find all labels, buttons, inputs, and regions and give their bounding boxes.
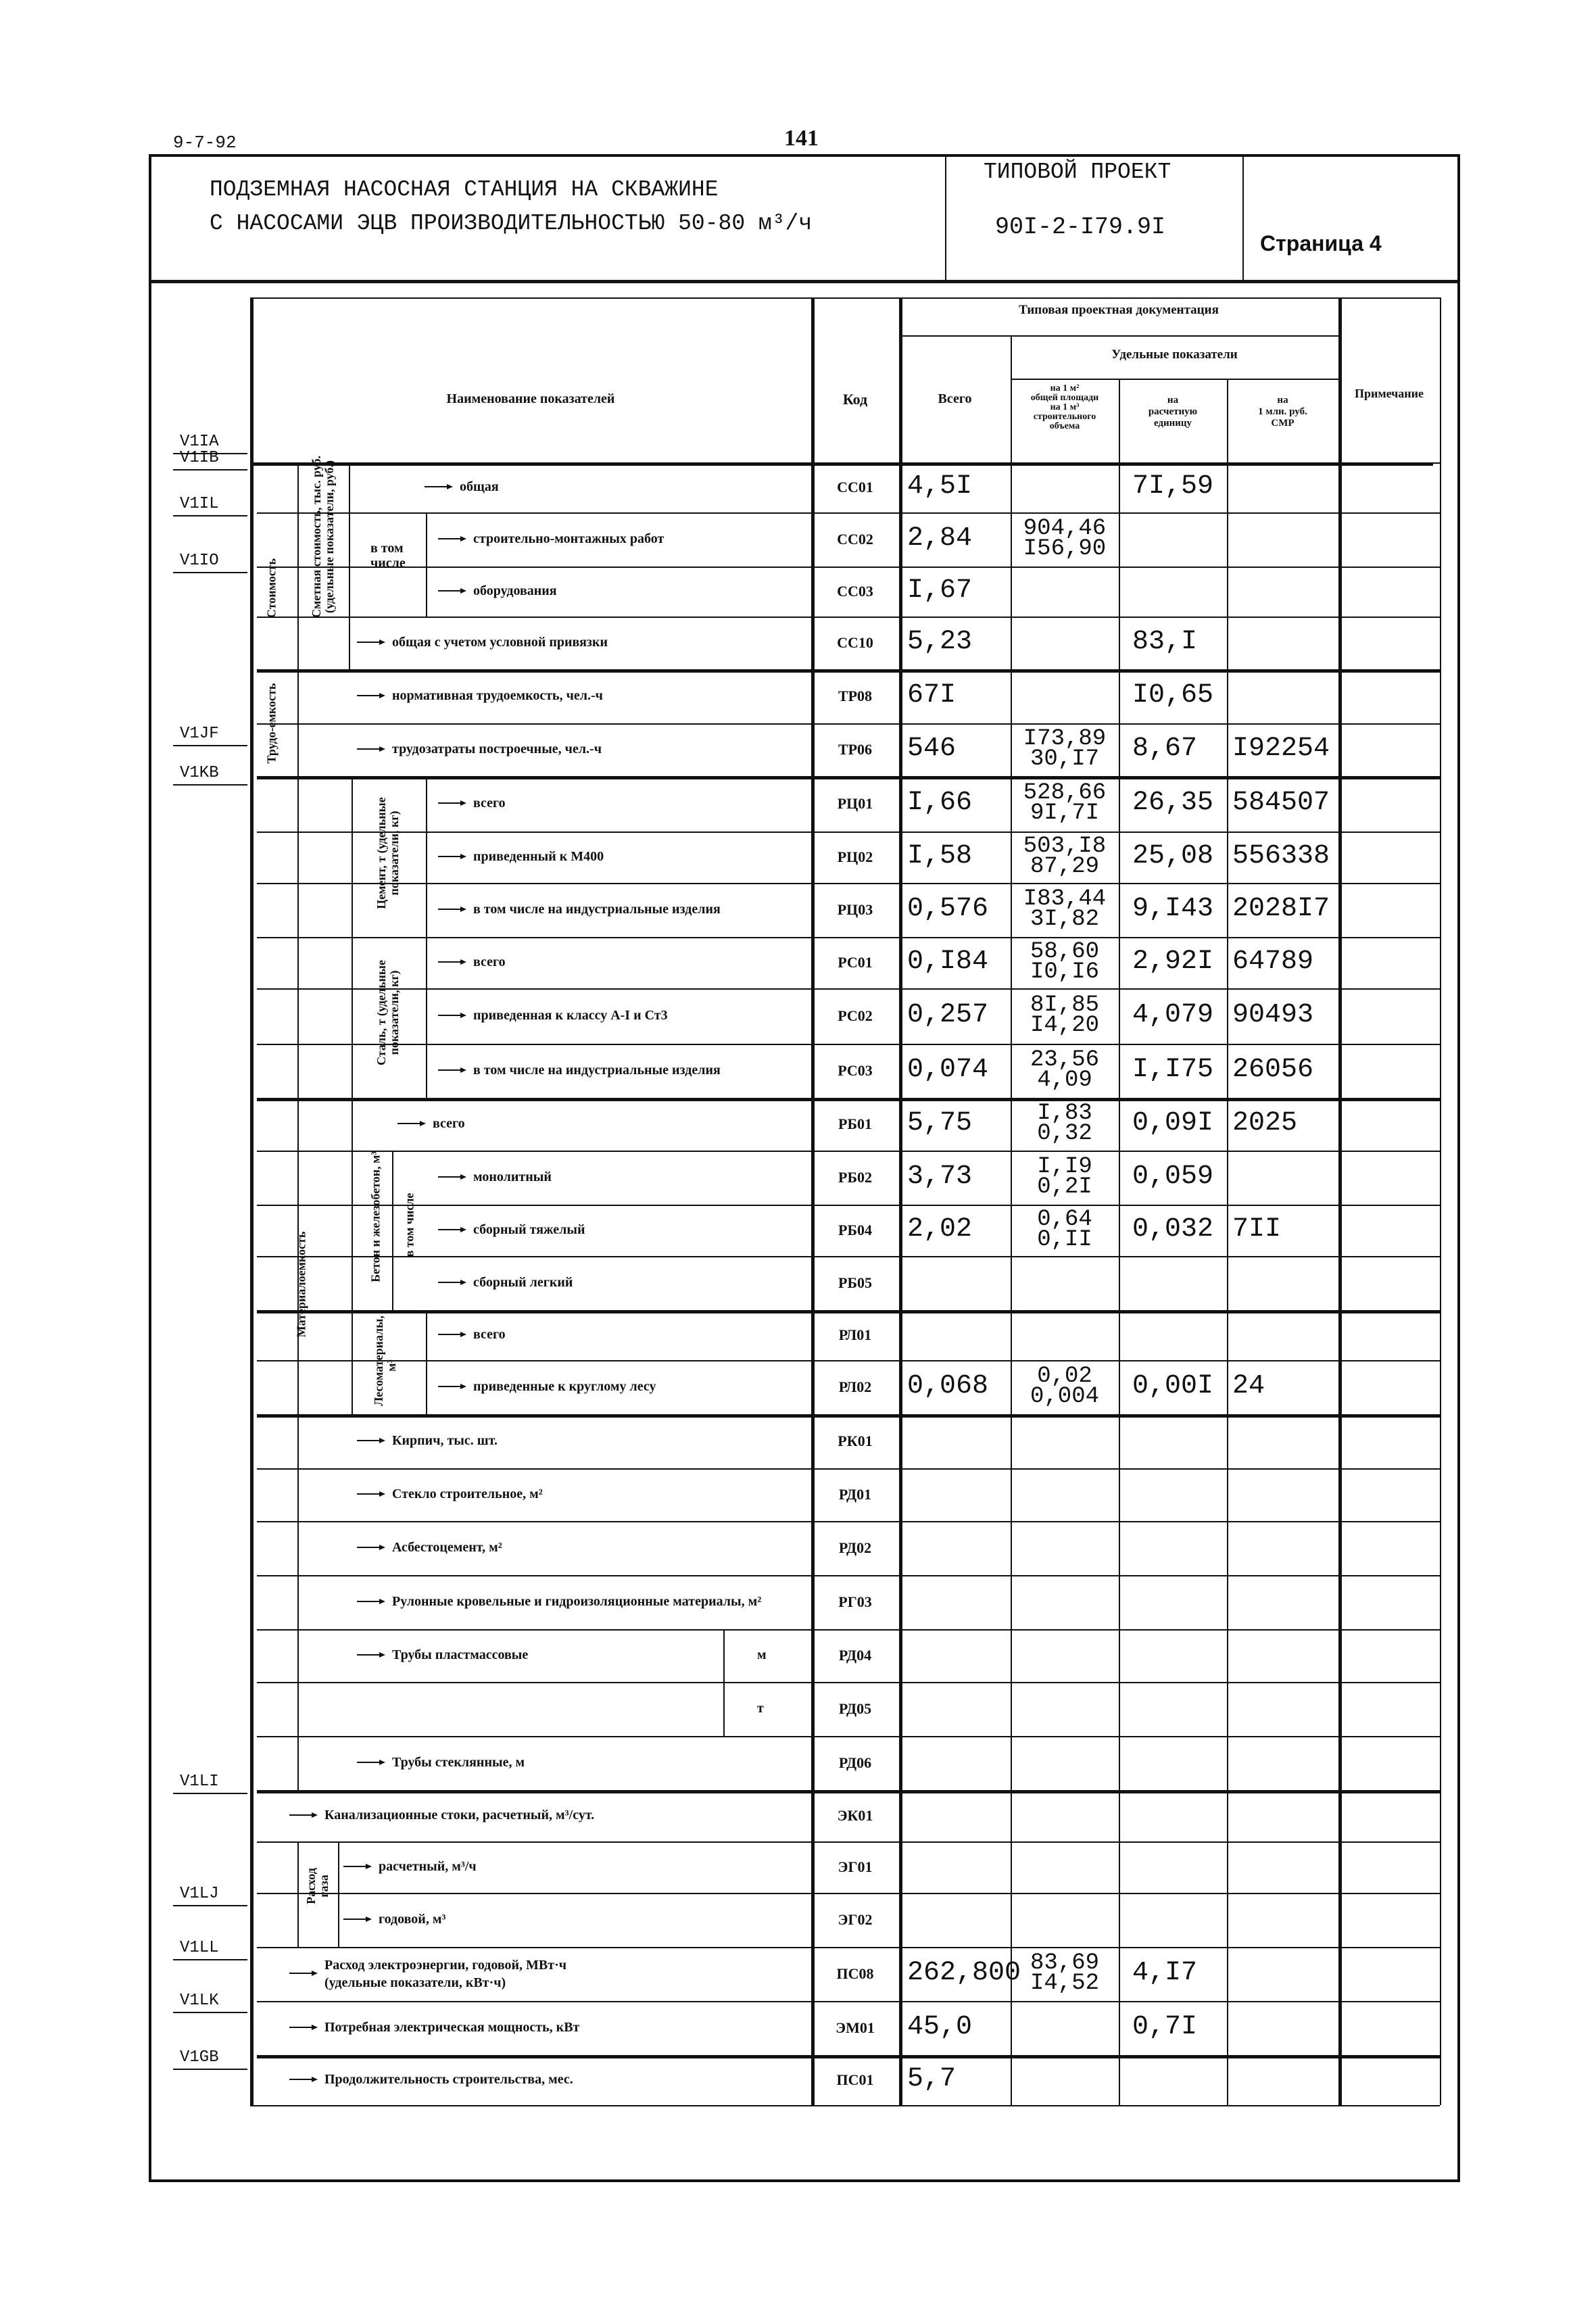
row-code: ПС01 xyxy=(836,2071,874,2088)
row-per-unit: 83,I xyxy=(1132,627,1198,657)
row-per-mln: 584507 xyxy=(1232,788,1330,818)
row-per-m2: 904,46 xyxy=(1023,516,1107,541)
row-per-m2: 0,02 xyxy=(1037,1364,1092,1389)
row-per-unit: 25,08 xyxy=(1132,841,1214,871)
row-name: Потребная электрическая мощность, кВт xyxy=(324,2020,580,2035)
row-marker: V1LL xyxy=(180,1939,219,1957)
row-per-m3: 0,II xyxy=(1037,1227,1092,1253)
row-arrow-icon xyxy=(343,1866,370,1867)
row-per-m3: 30,I7 xyxy=(1030,746,1100,772)
row-name: всего xyxy=(473,955,506,969)
row-per-unit: 0,032 xyxy=(1132,1214,1214,1245)
row-unit: т xyxy=(757,1701,764,1716)
row-arrow-icon xyxy=(438,1282,465,1283)
row-name: всего xyxy=(473,1327,506,1342)
row-arrow-icon xyxy=(438,856,465,857)
row-arrow-icon xyxy=(425,486,452,487)
row-total: I,66 xyxy=(907,788,973,818)
group-steel: Сталь, т (удельные показатели, кг) xyxy=(374,960,401,1065)
row-per-m2: 528,66 xyxy=(1023,780,1107,806)
row-name: приведенные к круглому лесу xyxy=(473,1379,656,1394)
row-per-mln: 24 xyxy=(1232,1371,1265,1401)
row-name: всего xyxy=(473,796,506,811)
row-code: РЛ01 xyxy=(838,1326,872,1343)
row-marker: V1IA xyxy=(180,433,219,451)
row-arrow-icon xyxy=(438,1176,465,1178)
row-per-m2: I,I9 xyxy=(1037,1154,1092,1180)
row-name: Стекло строительное, м² xyxy=(392,1487,543,1501)
row-per-mln: I92254 xyxy=(1232,733,1330,764)
row-total: 0,257 xyxy=(907,1000,989,1030)
row-name: расчетный, м³/ч xyxy=(379,1859,477,1874)
row-total: 4,5I xyxy=(907,471,973,502)
row-per-m2: I,83 xyxy=(1037,1101,1092,1126)
row-code: РЦ01 xyxy=(837,795,873,812)
row-per-unit: 0,7I xyxy=(1132,2012,1198,2042)
row-name: Трубы стеклянные, м xyxy=(392,1755,525,1770)
row-per-m2: 8I,85 xyxy=(1030,992,1100,1018)
row-code: РС03 xyxy=(838,1062,873,1079)
row-arrow-icon xyxy=(357,748,384,750)
row-name: приведенный к М400 xyxy=(473,849,604,864)
row-arrow-icon xyxy=(438,1069,465,1071)
row-per-m3: 0,004 xyxy=(1030,1384,1100,1409)
page-frame xyxy=(149,154,1460,2182)
row-arrow-icon xyxy=(438,1015,465,1016)
row-code: РК01 xyxy=(838,1432,873,1449)
row-per-unit: 8,67 xyxy=(1132,733,1198,764)
row-arrow-icon xyxy=(357,1762,384,1763)
row-name: Кирпич, тыс. шт. xyxy=(392,1433,498,1448)
row-code: РБ01 xyxy=(838,1115,872,1132)
row-code: РЦ03 xyxy=(837,901,873,918)
row-per-unit: 2,92I xyxy=(1132,946,1214,977)
group-labor: Трудо-емкость xyxy=(264,683,279,764)
row-total: I,67 xyxy=(907,575,973,606)
row-marker: V1IL xyxy=(180,495,219,513)
group-concrete-incl: в том числе xyxy=(402,1192,416,1257)
page-number: 141 xyxy=(784,126,819,151)
group-material: Материалоемкость xyxy=(294,1231,308,1338)
row-per-unit: 7I,59 xyxy=(1132,471,1214,502)
group-gas: Расход газа xyxy=(304,1868,331,1904)
row-code: СС01 xyxy=(837,479,873,496)
row-code: СС10 xyxy=(837,634,873,651)
row-code: РЦ02 xyxy=(837,848,873,865)
header-typical-docs: Типовая проектная документация xyxy=(1019,303,1219,317)
row-name: общая xyxy=(460,479,499,494)
row-total: 546 xyxy=(907,733,957,764)
row-name: нормативная трудоемкость, чел.-ч xyxy=(392,688,603,703)
row-code: РД01 xyxy=(838,1486,872,1503)
row-total: 2,84 xyxy=(907,523,973,554)
row-total: 67I xyxy=(907,680,957,710)
row-arrow-icon xyxy=(357,1493,384,1495)
row-total: 262,800 xyxy=(907,1958,1021,1988)
row-arrow-icon xyxy=(289,2079,316,2080)
row-per-m3: 87,29 xyxy=(1030,854,1100,879)
header-code: Код xyxy=(842,391,868,408)
row-name: Канализационные стоки, расчетный, м³/сут. xyxy=(324,1808,595,1823)
row-marker: V1LI xyxy=(180,1772,219,1791)
row-name: Асбестоцемент, м² xyxy=(392,1540,502,1555)
row-arrow-icon xyxy=(438,1386,465,1387)
row-arrow-icon xyxy=(357,1440,384,1441)
row-marker: V1KB xyxy=(180,764,219,782)
row-name: в том числе на индустриальные изделия xyxy=(473,1063,721,1078)
row-name: годовой, м³ xyxy=(379,1912,446,1927)
row-code: РС02 xyxy=(838,1007,873,1024)
header-specific: Удельные показатели xyxy=(1111,347,1238,362)
project-type: ТИПОВОЙ ПРОЕКТ xyxy=(984,160,1171,185)
row-per-unit: 0,09I xyxy=(1132,1108,1214,1138)
row-code: РБ02 xyxy=(838,1169,872,1186)
row-per-m3: I4,20 xyxy=(1030,1013,1100,1038)
row-marker: V1LJ xyxy=(180,1885,219,1903)
row-per-m2: I73,89 xyxy=(1023,726,1107,752)
row-name: строительно-монтажных работ xyxy=(473,531,664,546)
row-total: 0,576 xyxy=(907,894,989,924)
row-arrow-icon xyxy=(438,802,465,804)
row-code: РД02 xyxy=(838,1539,872,1556)
row-arrow-icon xyxy=(357,1654,384,1656)
group-concrete: Бетон и железобетон, м³ xyxy=(368,1151,383,1282)
row-code: ЭК01 xyxy=(837,1807,873,1824)
group-cost-sub: Сметная стоимость, тыс. руб. (удельные показатели, руб.) xyxy=(310,456,336,618)
doc-title-line1: ПОДЗЕМНАЯ НАСОСНАЯ СТАНЦИЯ НА СКВАЖИНЕ xyxy=(210,177,719,202)
row-arrow-icon xyxy=(357,695,384,696)
row-marker: V1GB xyxy=(180,2048,219,2067)
row-arrow-icon xyxy=(438,590,465,592)
row-per-m3: I4,52 xyxy=(1030,1971,1100,1996)
row-marker: V1IB xyxy=(180,449,219,467)
row-arrow-icon xyxy=(289,2027,316,2028)
row-code: РБ04 xyxy=(838,1222,872,1238)
header-total: Всего xyxy=(938,391,972,406)
header-per-mln: на 1 млн. руб. СМР xyxy=(1258,395,1307,429)
row-code: ЭГ02 xyxy=(838,1911,873,1928)
row-code: СС03 xyxy=(837,583,873,600)
row-name: Рулонные кровельные и гидроизоляционные материалы, м² xyxy=(392,1594,762,1609)
row-per-unit: 4,079 xyxy=(1132,1000,1214,1030)
group-cement: Цемент, т (удельные показатели, кг) xyxy=(374,797,401,909)
row-code: РЛ02 xyxy=(838,1378,872,1395)
header-note: Примечание xyxy=(1354,387,1424,400)
row-name: Расход электроэнергии, годовой, МВт·ч xyxy=(324,1958,567,1973)
row-name: сборный тяжелый xyxy=(473,1222,585,1237)
row-per-mln: 7II xyxy=(1232,1214,1282,1245)
row-per-unit: 9,I43 xyxy=(1132,894,1214,924)
row-code: РД05 xyxy=(838,1700,872,1717)
row-code: ПС08 xyxy=(836,1965,874,1982)
row-per-m3: 3I,82 xyxy=(1030,907,1100,932)
row-per-unit: 0,059 xyxy=(1132,1161,1214,1192)
row-arrow-icon xyxy=(438,909,465,910)
row-marker: V1IO xyxy=(180,552,219,570)
row-per-m3: 4,09 xyxy=(1037,1067,1092,1093)
project-number: 90I-2-I79.9I xyxy=(995,214,1166,241)
row-name: Продолжительность строительства, мес. xyxy=(324,2072,573,2087)
row-per-unit: 4,I7 xyxy=(1132,1958,1198,1988)
row-code: РС01 xyxy=(838,954,873,971)
row-code: РД06 xyxy=(838,1754,872,1771)
row-name: всего xyxy=(433,1116,465,1131)
row-per-m3: I56,90 xyxy=(1023,536,1107,562)
row-arrow-icon xyxy=(343,1919,370,1920)
row-arrow-icon xyxy=(397,1123,425,1124)
row-total: 3,73 xyxy=(907,1161,973,1192)
row-total: 2,02 xyxy=(907,1214,973,1245)
row-marker: V1LK xyxy=(180,1992,219,2010)
row-name: оборудования xyxy=(473,583,557,598)
row-code: ЭГ01 xyxy=(838,1858,873,1875)
row-per-m2: 83,69 xyxy=(1030,1950,1100,1976)
row-total: I,58 xyxy=(907,841,973,871)
row-code: ЭМ01 xyxy=(836,2019,875,2036)
date-stamp: 9-7-92 xyxy=(173,132,237,153)
row-total: 0,068 xyxy=(907,1371,989,1401)
row-per-mln: 64789 xyxy=(1232,946,1314,977)
row-arrow-icon xyxy=(438,1334,465,1335)
row-total: 0,074 xyxy=(907,1055,989,1085)
row-total: 5,23 xyxy=(907,627,973,657)
row-unit: м xyxy=(757,1647,767,1662)
row-total: 5,75 xyxy=(907,1108,973,1138)
row-arrow-icon xyxy=(357,642,384,643)
row-per-mln: 90493 xyxy=(1232,1000,1314,1030)
row-per-unit: I0,65 xyxy=(1132,680,1214,710)
row-per-m3: 9I,7I xyxy=(1030,800,1100,826)
row-total: 45,0 xyxy=(907,2012,973,2042)
row-name-sub: (удельные показатели, кВт·ч) xyxy=(324,1975,506,1990)
row-per-m3: I0,I6 xyxy=(1030,959,1100,985)
header-name: Наименование показателей xyxy=(446,391,615,406)
row-arrow-icon xyxy=(357,1547,384,1548)
group-timber: Лесоматериалы, м³ xyxy=(372,1316,398,1406)
row-per-unit: 0,00I xyxy=(1132,1371,1214,1401)
row-name: трудозатраты построечные, чел.-ч xyxy=(392,742,602,756)
row-per-m2: 503,I8 xyxy=(1023,834,1107,859)
row-per-m2: 23,56 xyxy=(1030,1047,1100,1073)
row-per-m3: 0,32 xyxy=(1037,1121,1092,1147)
row-per-mln: 26056 xyxy=(1232,1055,1314,1085)
row-total: 5,7 xyxy=(907,2064,957,2094)
row-code: РД04 xyxy=(838,1647,872,1664)
row-code: СС02 xyxy=(837,531,873,548)
group-cost: Стоимость xyxy=(264,558,279,619)
row-per-m3: 0,2I xyxy=(1037,1174,1092,1200)
row-per-mln: 2028I7 xyxy=(1232,894,1330,924)
row-code: ТР06 xyxy=(838,741,873,758)
doc-title-line2: С НАСОСАМИ ЭЦВ ПРОИЗВОДИТЕЛЬНОСТЬЮ 50-80 м³/ч xyxy=(210,211,813,236)
row-per-m2: 0,64 xyxy=(1037,1207,1092,1232)
row-per-m2: I83,44 xyxy=(1023,886,1107,912)
row-code: ТР08 xyxy=(838,687,873,704)
row-per-mln: 2025 xyxy=(1232,1108,1298,1138)
row-per-unit: 26,35 xyxy=(1132,788,1214,818)
row-per-unit: I,I75 xyxy=(1132,1055,1214,1085)
row-marker: V1JF xyxy=(180,725,219,743)
row-per-m2: 58,60 xyxy=(1030,939,1100,965)
page-label: Страница 4 xyxy=(1260,231,1382,256)
row-per-mln: 556338 xyxy=(1232,841,1330,871)
row-arrow-icon xyxy=(438,1229,465,1230)
row-name: сборный легкий xyxy=(473,1275,573,1290)
row-name: в том числе на индустриальные изделия xyxy=(473,902,721,917)
row-total: 0,I84 xyxy=(907,946,989,977)
row-name: монолитный xyxy=(473,1169,552,1184)
row-arrow-icon xyxy=(357,1601,384,1602)
row-arrow-icon xyxy=(289,1814,316,1816)
row-arrow-icon xyxy=(438,961,465,963)
row-code: РГ03 xyxy=(838,1593,872,1610)
row-arrow-icon xyxy=(289,1973,316,1974)
row-name: приведенная к классу А-I и Ст3 xyxy=(473,1008,668,1023)
group-incl: в том числе xyxy=(370,541,406,571)
row-arrow-icon xyxy=(438,538,465,539)
row-code: РБ05 xyxy=(838,1274,872,1291)
header-per-unit: на расчетную единицу xyxy=(1148,395,1198,429)
row-name: общая с учетом условной привязки xyxy=(392,635,608,650)
row-name: Трубы пластмассовые xyxy=(392,1647,529,1662)
header-per-m2: на 1 м² общей площади на 1 м³ строительного объема xyxy=(1030,383,1099,431)
